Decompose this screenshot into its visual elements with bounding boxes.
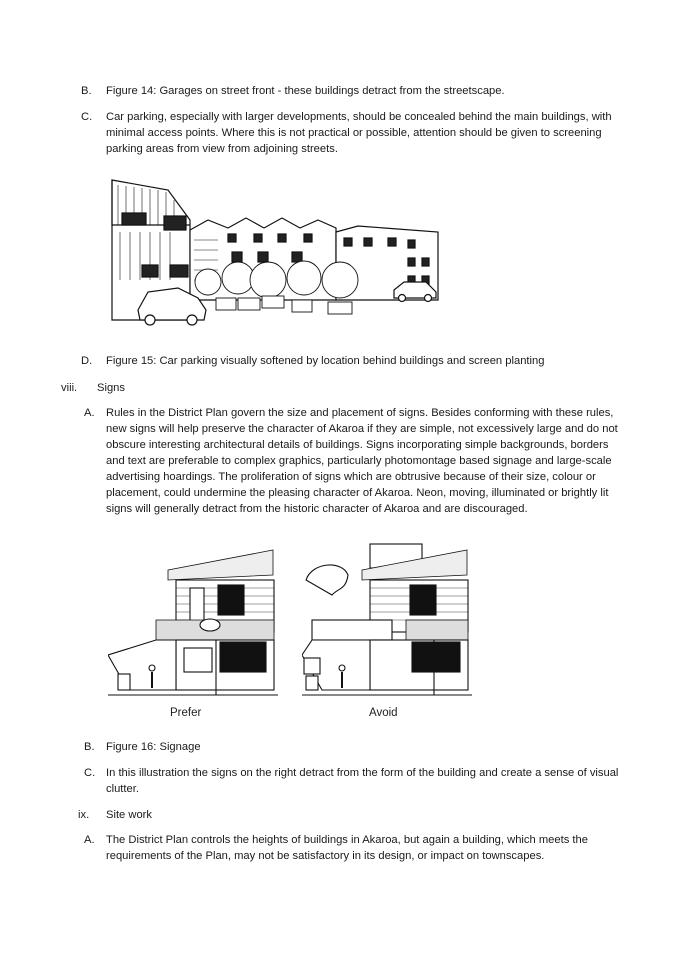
figure-16-caption: Figure 16: Signage [106,741,201,753]
paragraph-signs: Rules in the District Plan govern the size and placement of signs. Besides conforming with these rules, new signs will help preserve the character of Akaroa if they are simple, not excessively large and do not obscure interesting architectural details of buildings. Signs incorporating simple backgrounds, borders and text are preferable to complex graphics, particularly photomontage based signage and large-scale advertising hoardings. The proliferation of signs which are obtrusive because of their size, colour or placement, could undermine the pleasing character of Akaroa. Neon, moving, illuminated or brightly lit signs will generally detract from the historic character of Akaroa and are discouraged. [106,407,618,515]
signage-avoid-sketch [302,540,472,700]
list-marker: ix. [78,809,90,821]
list-marker: A. [84,834,95,846]
list-marker: B. [84,741,95,753]
avoid-label: Avoid [369,707,398,719]
balloon-sign [306,565,348,595]
vertical-sign [190,588,204,624]
list-marker: C. [81,111,93,123]
list-marker: C. [84,767,96,779]
list-marker: B. [81,85,92,97]
figure-15-caption: Figure 15: Car parking visually softened by location behind buildings and screen planting [106,355,545,367]
section-heading-site-work: Site work [106,809,153,821]
section-heading-signs: Signs [97,382,125,394]
car-parking-sketch [108,170,443,335]
figure-14-caption: Figure 14: Garages on street front - these buildings detract from the streetscape. [106,85,505,97]
paragraph-car-parking: Car parking, especially with larger developments, should be concealed behind the main buildings, with minimal access points. Where this is not practical or possible, attention should be given to screening parking areas from view from adjoining streets. [106,111,612,155]
paragraph-site-work: The District Plan controls the heights of buildings in Akaroa, but again a building, which meets the requirements of the Plan, may not be satisfactory in its design, or impact on townscapes. [106,834,588,862]
paragraph-signs-clutter: In this illustration the signs on the right detract from the form of the building and create a sense of visual clutter. [106,767,619,795]
signage-prefer-sketch [108,540,278,700]
prefer-label: Prefer [170,707,202,719]
list-marker: viii. [61,382,78,394]
list-marker: A. [84,407,95,419]
list-marker: D. [81,355,93,367]
